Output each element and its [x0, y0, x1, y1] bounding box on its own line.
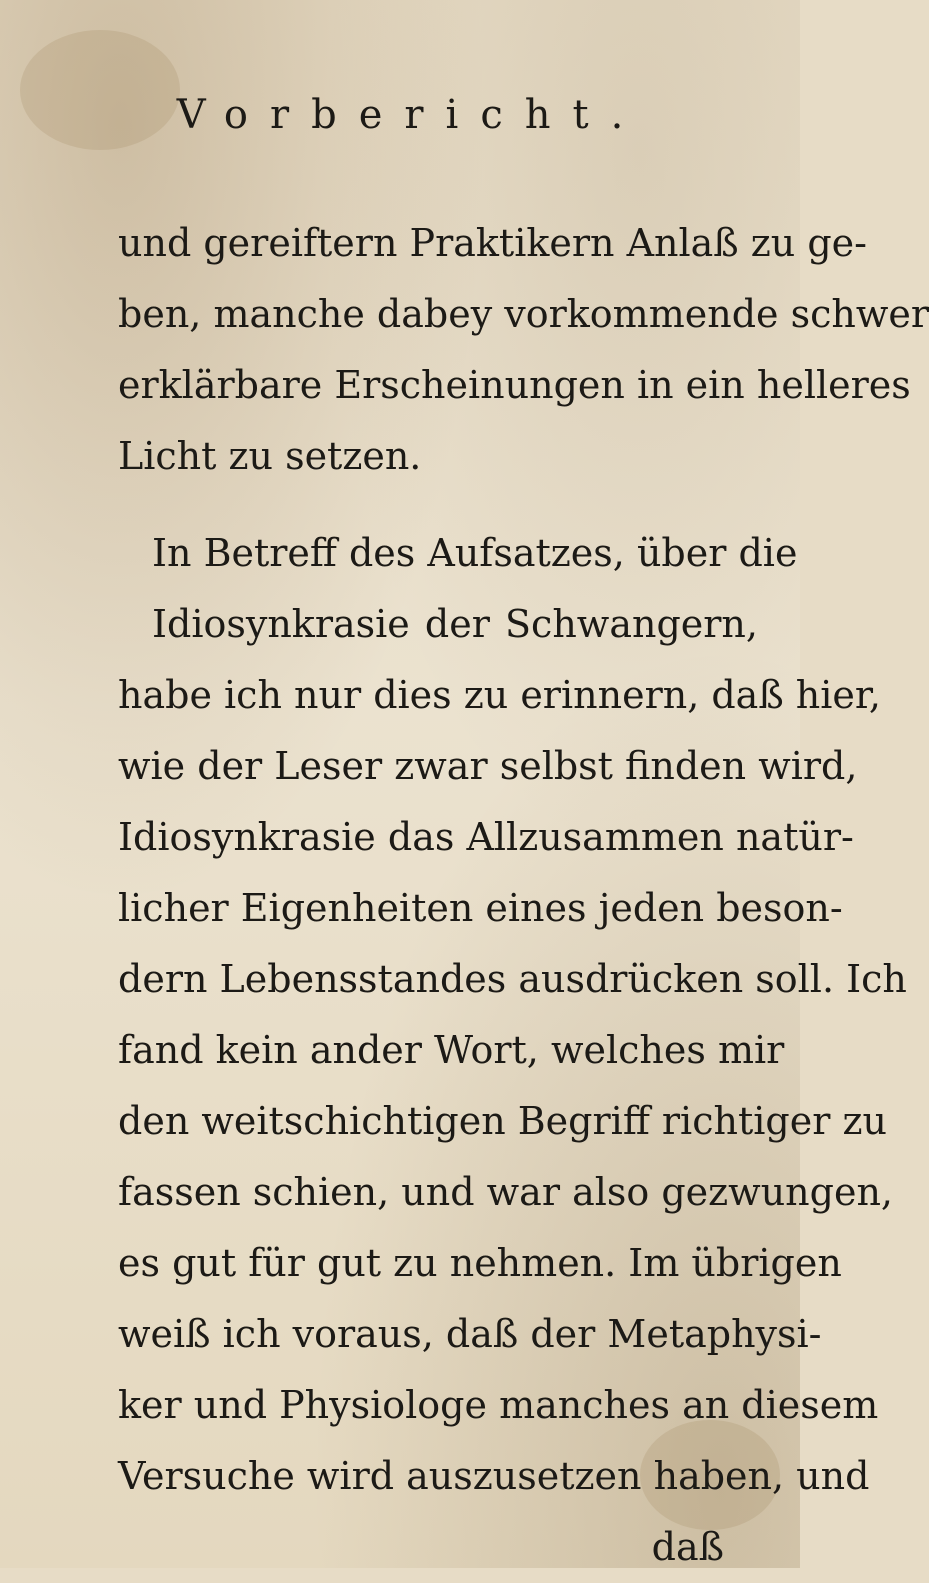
text-line: erklärbare Erscheinungen in ein helleres — [118, 363, 911, 407]
text-line: dern Lebensstandes ausdrücken soll. Ich — [118, 957, 907, 1001]
text-line: ben, manche dabey vorkommende schwer — [118, 292, 929, 336]
body-text — [118, 208, 929, 1583]
text-line: weiß ich voraus, daß der Metaphysi- — [118, 1312, 822, 1356]
page-header: Vorbericht. — [176, 92, 646, 138]
text-line: fassen schien, und war also gezwungen, — [118, 1170, 894, 1214]
text-line: den weitschichtigen Begriff richtiger zu — [118, 1099, 887, 1143]
text-line: licher Eigenheiten eines jeden beson- — [118, 886, 843, 930]
text-line: Licht zu setzen. — [118, 434, 422, 478]
text-line: ker und Physiologe manches an diesem — [118, 1383, 879, 1427]
text-line: habe ich nur dies zu erinnern, daß hier, — [118, 673, 881, 717]
text-line: wie der Leser zwar selbst finden wird, — [118, 744, 858, 788]
text-line: Versuche wird auszusetzen haben, und — [118, 1454, 870, 1498]
text-line: Idiosynkrasie der Schwangern, — [152, 602, 758, 646]
text-line: Idiosynkrasie das Allzusammen natür- — [118, 815, 854, 859]
text-line: fand kein ander Wort, welches mir — [118, 1028, 785, 1072]
text-line: es gut für gut zu nehmen. Im übrigen — [118, 1241, 842, 1285]
text-line: In Betreff des Aufsatzes, über die — [152, 531, 798, 575]
paragraph-gap — [118, 492, 758, 518]
catchword: daß — [651, 1525, 724, 1569]
text-line: und gereiftern Praktikern Anlaß zu ge- — [118, 221, 867, 265]
